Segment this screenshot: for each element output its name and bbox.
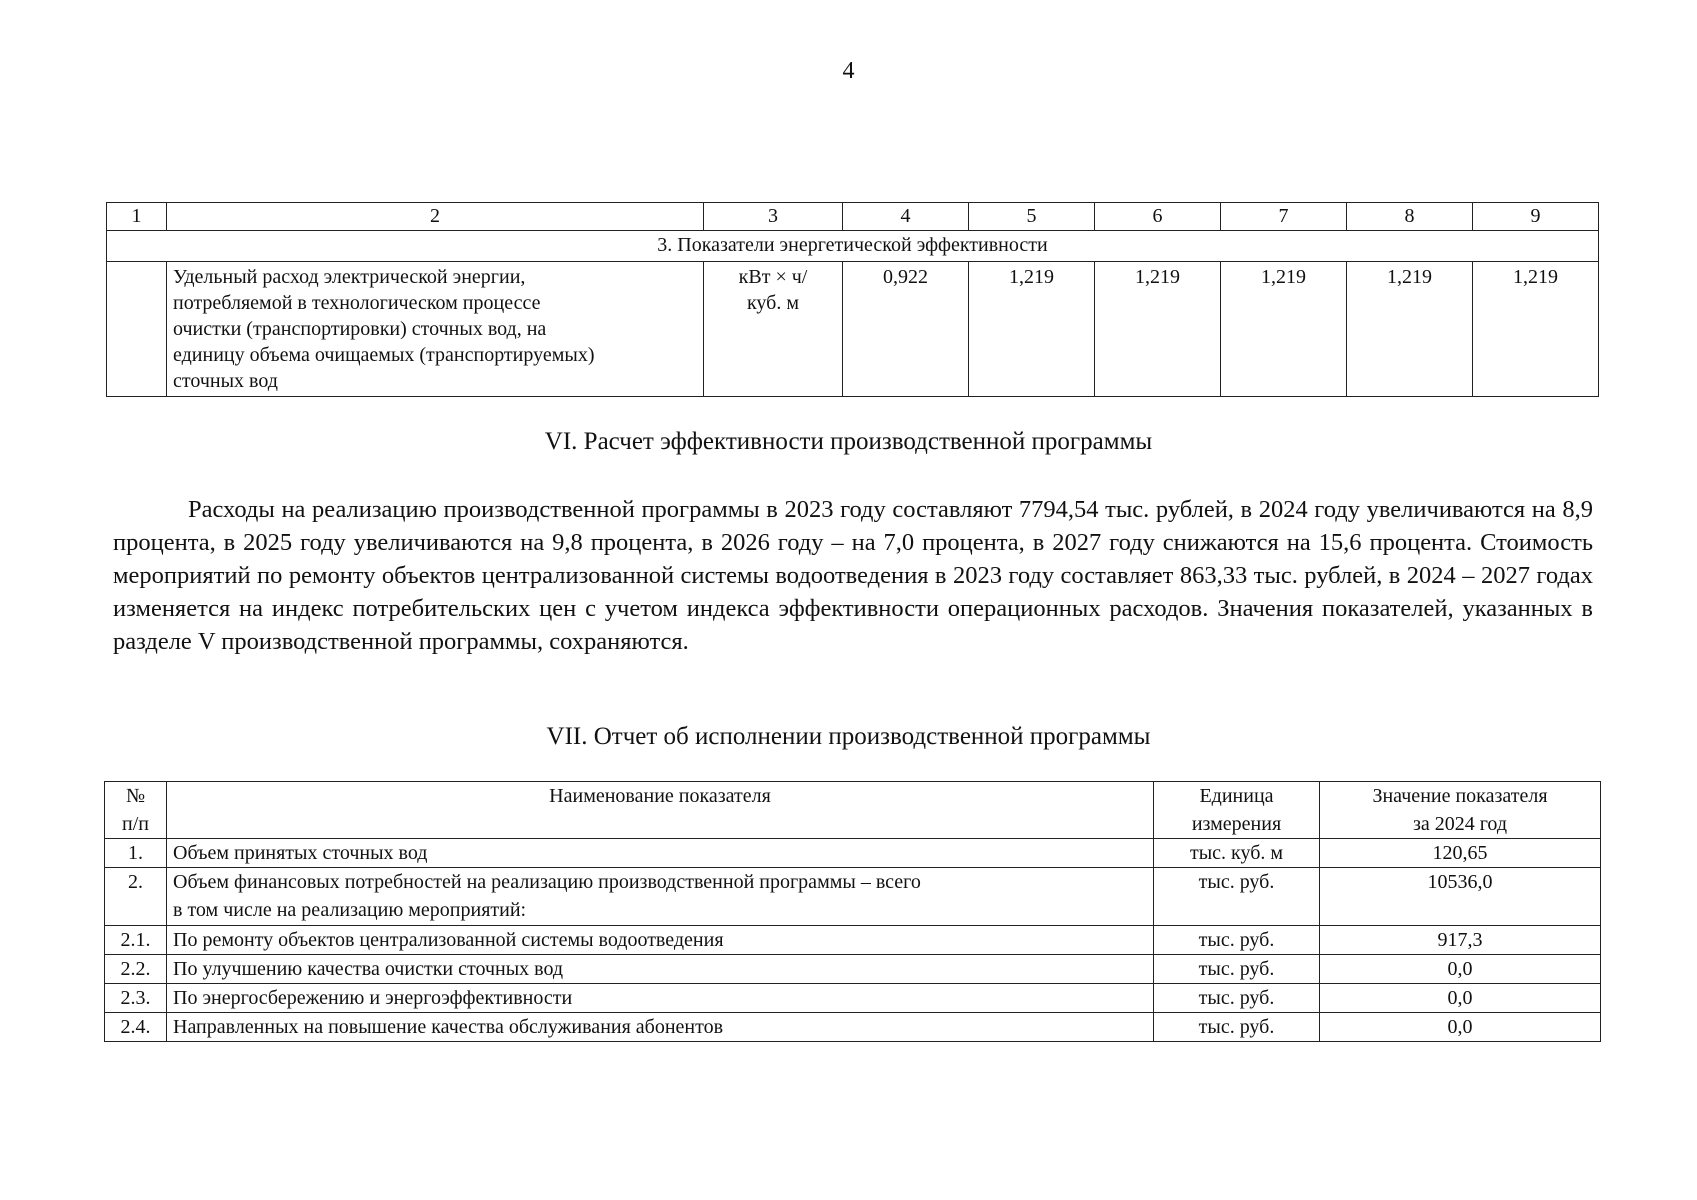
indicator-name: По ремонту объектов централизованной системы водоотведения [167,926,1154,955]
row-number: 2.1. [105,926,167,955]
table-row [105,1013,1601,1042]
section-row [107,231,1599,262]
unit-cell: кВт × ч/ куб. м [704,262,843,397]
indicator-name: По улучшению качества очистки сточных вод [167,955,1154,984]
header-unit: Единица измерения [1154,782,1320,839]
value-cell: 1,219 [1347,262,1473,397]
column-number: 8 [1347,203,1473,231]
column-number: 9 [1473,203,1599,231]
page-number: 4 [842,58,855,84]
value-cell: 0,922 [843,262,969,397]
table-row [105,839,1601,868]
row-number: 2.3. [105,984,167,1013]
row-number: 2.4. [105,1013,167,1042]
header-indicator-name: Наименование показателя [167,782,1154,839]
table-row [107,262,1599,397]
value-cell: 10536,0 [1320,868,1601,926]
table-header-row [105,782,1601,839]
unit-cell: тыс. руб. [1154,984,1320,1013]
column-number: 3 [704,203,843,231]
value-cell: 0,0 [1320,984,1601,1013]
value-cell: 0,0 [1320,955,1601,984]
table-row [105,955,1601,984]
row-number: 2. [105,868,167,926]
indicator-name: Объем финансовых потребностей на реализацию производственной программы – всего в том числе на реализацию мероприятий: [167,868,1154,926]
row-number: 1. [105,839,167,868]
section-7-heading: VII. Отчет об исполнении производственной программы [546,723,1151,750]
column-number: 7 [1221,203,1347,231]
value-cell: 1,219 [1095,262,1221,397]
table-row [105,926,1601,955]
indicator-name: Объем принятых сточных вод [167,839,1154,868]
value-cell: 1,219 [1473,262,1599,397]
unit-cell: тыс. куб. м [1154,839,1320,868]
unit-cell: тыс. руб. [1154,1013,1320,1042]
energy-efficiency-table [106,202,1599,397]
section-6-heading: VI. Расчет эффективности производственной программы [544,428,1153,455]
column-number: 1 [107,203,167,231]
section-6-paragraph: Расходы на реализацию производственной программы в 2023 году составляют 7794,54 тыс. рублей, в 2024 году увеличиваются на 8,9 процента, в 2025 году увеличиваются на 9,8 процента, в 2026 году – на 7,0 процента, в 2027 году снижаются на 15,6 процента. Стоимость мероприятий по ремонту объектов централизованной системы водоотведения в 2023 году составляет 863,33 тыс. рублей, в 2024 – 2027 годах изменяется на индекс потребительских цен с учетом индекса эффективности операционных расходов. Значения показателей, указанных в разделе V производственной программы, сохраняются. [113,496,1593,655]
value-cell: 120,65 [1320,839,1601,868]
indicator-name: Удельный расход электрической энергии, потребляемой в технологическом процессе очистки (транспортировки) сточных вод, на единицу объема очищаемых (транспортируемых) сточных вод [167,262,704,397]
header-number: № п/п [105,782,167,839]
value-cell: 917,3 [1320,926,1601,955]
column-number: 6 [1095,203,1221,231]
unit-cell: тыс. руб. [1154,868,1320,926]
section-title: 3. Показатели энергетической эффективности [107,231,1599,262]
header-value: Значение показателя за 2024 год [1320,782,1601,839]
column-number: 5 [969,203,1095,231]
value-cell: 1,219 [1221,262,1347,397]
indicator-name: По энергосбережению и энергоэффективности [167,984,1154,1013]
unit-cell: тыс. руб. [1154,955,1320,984]
column-number: 4 [843,203,969,231]
table-row [105,984,1601,1013]
value-cell: 0,0 [1320,1013,1601,1042]
table-row [105,868,1601,926]
indicator-name: Направленных на повышение качества обслуживания абонентов [167,1013,1154,1042]
unit-cell: тыс. руб. [1154,926,1320,955]
program-report-table [104,781,1601,1042]
row-number [107,262,167,397]
row-number: 2.2. [105,955,167,984]
column-number: 2 [167,203,704,231]
table-header-row [107,203,1599,231]
value-cell: 1,219 [969,262,1095,397]
